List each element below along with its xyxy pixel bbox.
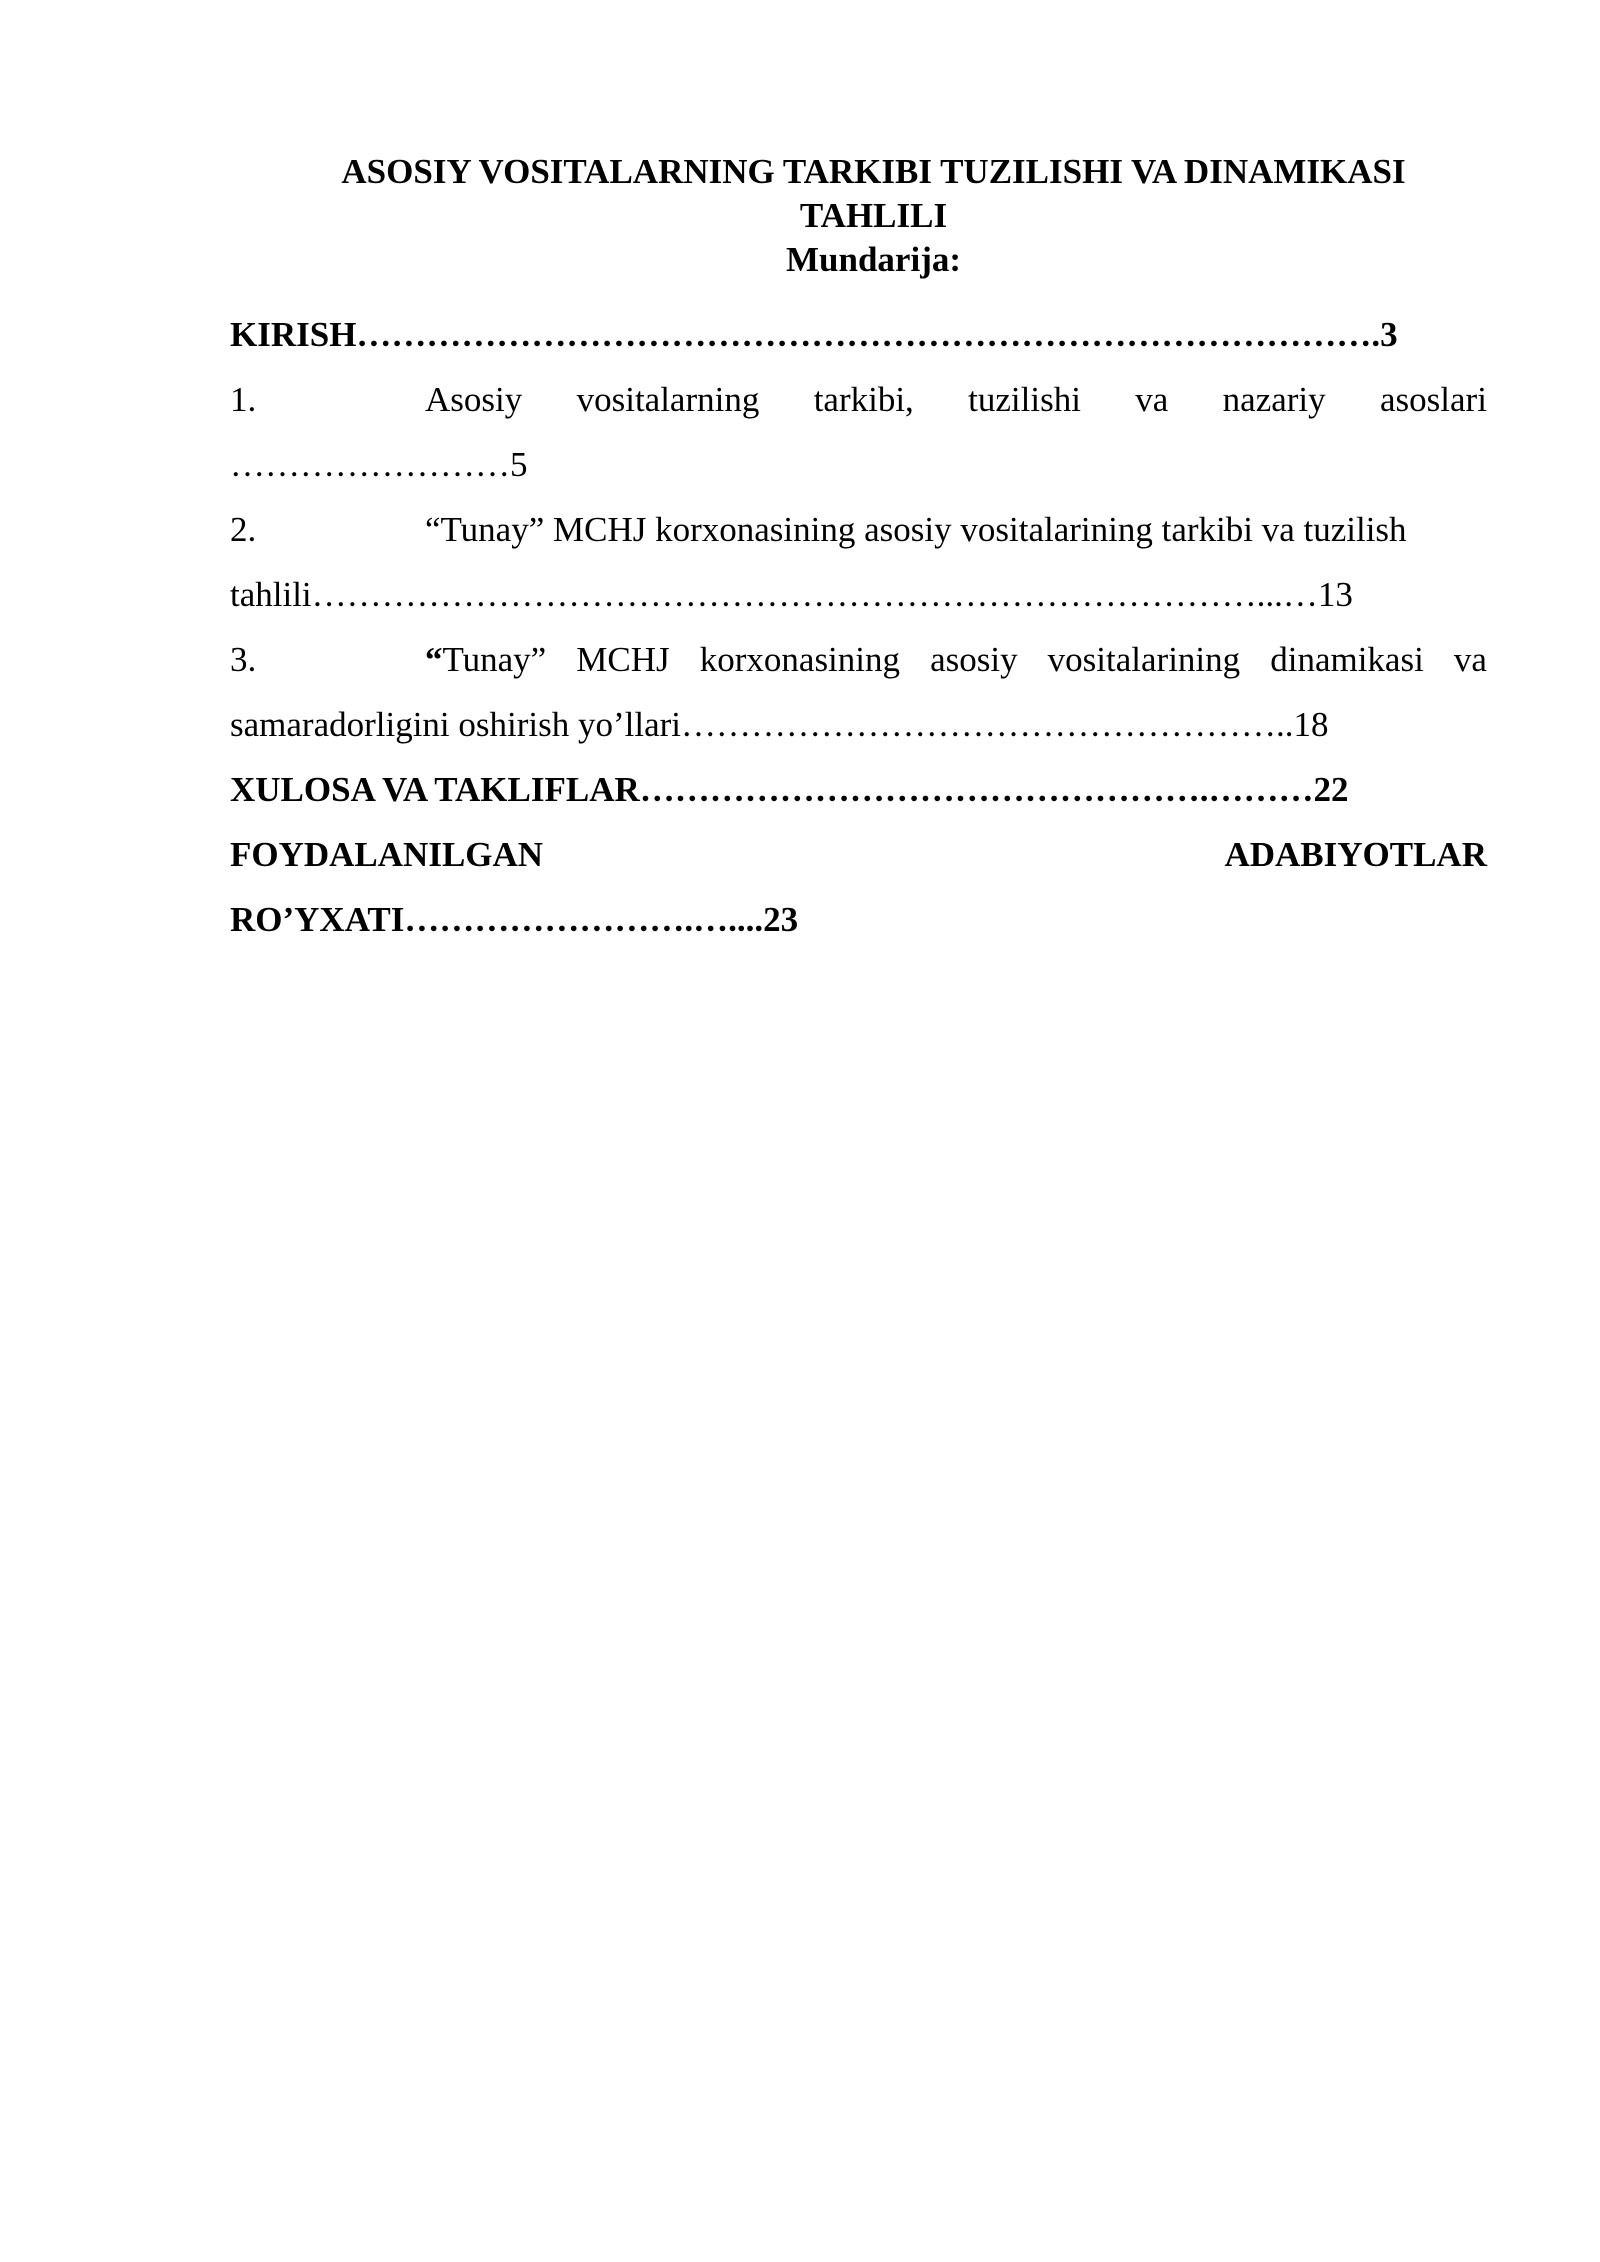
word: va — [1135, 380, 1169, 419]
toc-item-1-text — [425, 367, 1487, 432]
toc-item-2-number: 2. — [230, 510, 257, 549]
word: MCHJ — [576, 640, 670, 679]
toc-references-left: FOYDALANILGAN — [230, 835, 544, 874]
document-page — [230, 150, 1487, 952]
toc-item-3-number: 3. — [230, 640, 257, 679]
toc-item-2-continuation[interactable]: tahlili………………………………………………………………………...…13 — [230, 575, 1353, 614]
toc-references-continuation[interactable]: RO’YXATI…………………….…....23 — [230, 900, 799, 939]
toc-item-1-continuation[interactable]: ……………………5 — [230, 445, 528, 484]
document-title: ASOSIY VOSITALARNING TARKIBI TUZILISHI VA DINAMIKASI — [341, 152, 1406, 191]
toc-conclusion[interactable]: XULOSA VA TAKLIFLAR………………………………………….………22 — [230, 770, 1349, 809]
word: vositalarining — [1047, 640, 1241, 679]
word — [425, 627, 546, 692]
word: korxonasining — [699, 640, 901, 679]
toc-heading: Mundarija: — [786, 240, 961, 279]
toc-references-right: ADABIYOTLAR — [1224, 835, 1487, 874]
word: tarkibi, — [813, 380, 914, 419]
toc-item-3-continuation[interactable]: samaradorligini oshirish yo’llari……………………………………………..18 — [230, 705, 1329, 744]
toc-item-1-number: 1. — [230, 380, 257, 419]
word: dinamikasi — [1270, 640, 1424, 679]
toc-item-2[interactable] — [230, 497, 1487, 562]
bold-quote: “ — [425, 640, 443, 679]
word-text: Tunay” — [442, 640, 547, 679]
toc-item-3-text — [425, 627, 1487, 692]
document-title-line2: TAHLILI — [799, 196, 948, 235]
word: nazariy — [1222, 380, 1326, 419]
toc-references[interactable] — [230, 822, 1487, 887]
word: asosiy — [930, 640, 1018, 679]
toc-item-3[interactable] — [230, 627, 1487, 692]
toc-item-1[interactable] — [230, 367, 1487, 432]
toc-item-2-text: “Tunay” MCHJ korxonasining asosiy vositalarining tarkibi va tuzilish — [425, 510, 1407, 549]
word: asoslari — [1380, 380, 1487, 419]
toc-intro[interactable]: KIRISH…………………………………………………………………………….3 — [230, 315, 1398, 354]
word: vositalarning — [576, 380, 760, 419]
word: va — [1453, 640, 1487, 679]
word: tuzilishi — [968, 380, 1081, 419]
word: Asosiy — [425, 380, 523, 419]
